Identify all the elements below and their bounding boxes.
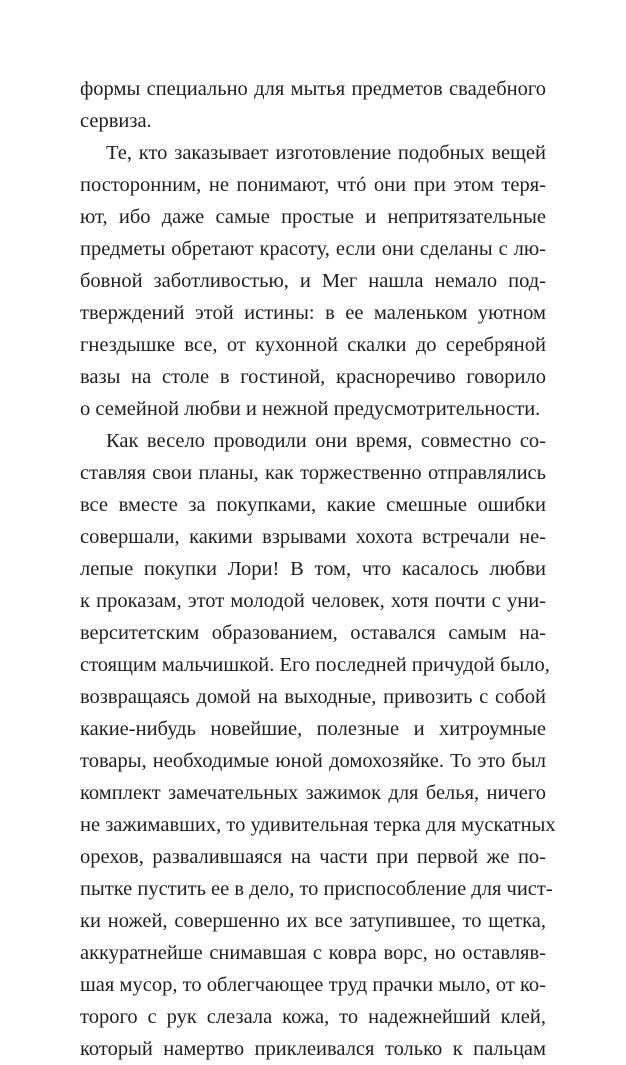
text-line: совершали, какими взрывами хохота встречали не- — [80, 526, 546, 548]
text-line: лепые покупки Лори! В том, что касалось любви — [80, 558, 546, 580]
text-line: тверждений этой истины: в ее маленьком уютном — [80, 302, 546, 324]
text-line: ставляя свои планы, как торжественно отправлялись — [80, 462, 546, 484]
text-line: торого с рук слезала кожа, то надежнейший клей, — [80, 1006, 546, 1028]
text-line: аккуратнейше снимавшая с ковра ворс, но оставляв- — [80, 942, 546, 964]
text-line: гнездышке все, от кухонной скалки до серебряной — [80, 334, 546, 356]
body-text — [80, 73, 556, 1065]
text-line: комплект замечательных зажимок для белья, ничего — [80, 782, 546, 804]
text-line: сервиза. — [80, 110, 152, 132]
text-line: Как весело проводили они время, совместно со- — [106, 430, 546, 452]
text-line: возвращаясь домой на выходные, привозить с собой — [80, 686, 546, 708]
text-line: который намертво приклеивался только к пальцам — [80, 1038, 546, 1060]
text-line: товары, необходимые юной домохозяйке. То это был — [80, 750, 546, 772]
text-line: к проказам, этот молодой человек, хотя почти с уни- — [80, 590, 546, 612]
text-line: бовной заботливостью, и Мег нашла немало под- — [80, 270, 546, 292]
text-line: предметы обретают красоту, если они сделаны с лю- — [80, 238, 546, 260]
text-line: пытке пустить ее в дело, то приспособление для чист- — [80, 878, 553, 900]
text-line: о семейной любви и нежной предусмотрительности. — [80, 398, 541, 420]
text-line: формы специально для мытья предметов свадебного — [80, 78, 546, 100]
text-line: не зажимавших, то удивительная терка для мускатных — [80, 814, 556, 836]
text-line: стоящим мальчишкой. Его последней причудой было, — [80, 654, 550, 676]
text-line: орехов, развалившаяся на части при первой же по- — [80, 846, 546, 868]
text-line: вазы на столе в гостиной, красноречиво говорило — [80, 366, 546, 388]
text-line: шая мусор, то облегчающее труд прачки мыло, от ко- — [80, 974, 546, 996]
text-line: ки ножей, совершенно их все затупившее, то щетка, — [80, 910, 546, 932]
text-line: какие-нибудь новейшие, полезные и хитроумные — [80, 718, 546, 740]
text-line: ют, ибо даже самые простые и непритязательные — [80, 206, 546, 228]
text-line: все вместе за покупками, какие смешные ошибки — [80, 494, 546, 516]
text-line: верситетским образованием, оставался самым на- — [80, 622, 546, 644]
text-line: посторонним, не понимают, чтó они при этом теря- — [80, 174, 546, 196]
text-line: Те, кто заказывает изготовление подобных вещей — [106, 142, 546, 164]
